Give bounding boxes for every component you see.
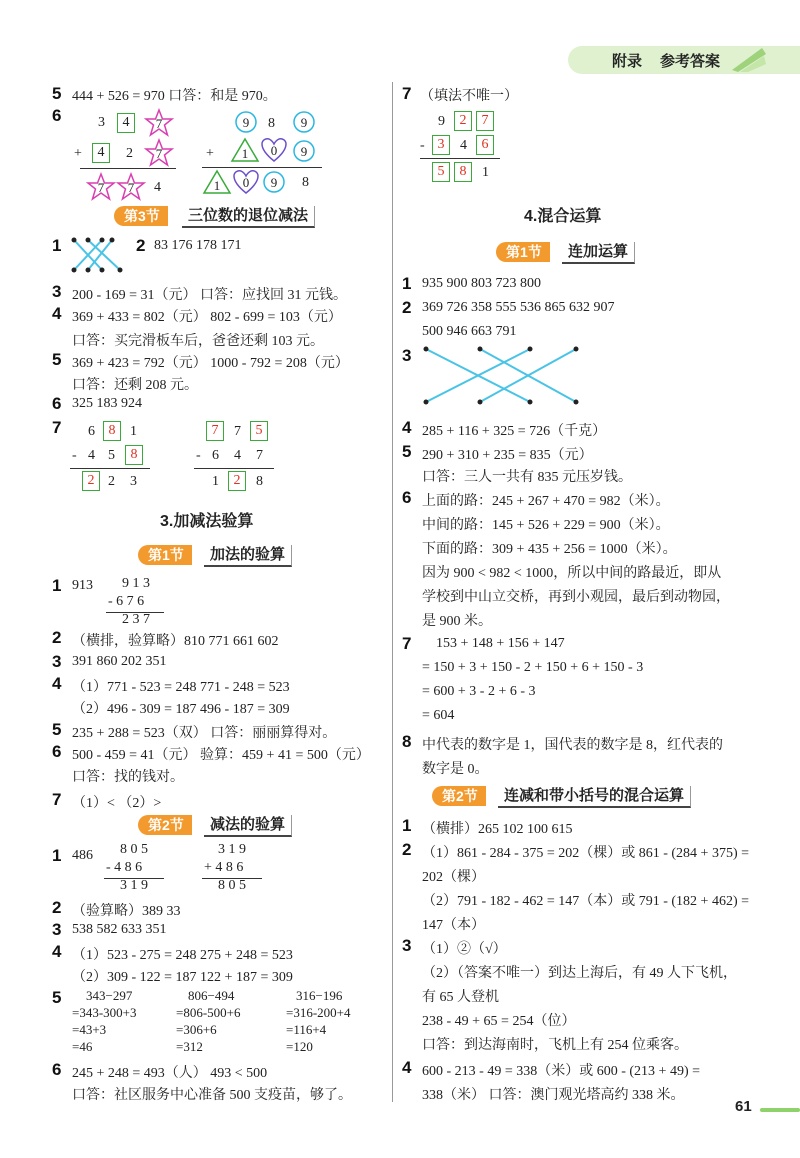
- digit-box: 3: [432, 135, 450, 155]
- answer-text: （1）523 - 275 = 248 275 + 248 = 523: [72, 948, 293, 963]
- answer-text: 285 + 116 + 325 = 726（千克）: [422, 424, 607, 439]
- answer-text: （验算略）389 33: [72, 904, 181, 919]
- answer-text: 369 + 423 = 792（元） 1000 - 792 = 208（元）: [72, 356, 349, 371]
- answer-text: （2）496 - 309 = 187 496 - 187 = 309: [72, 702, 290, 717]
- answer-text: 153 + 148 + 156 + 147: [436, 636, 565, 651]
- triangle-icon: [230, 137, 260, 163]
- digit-box: 8: [103, 421, 121, 441]
- section-badge: 第3节: [114, 206, 168, 226]
- answer-text: 200 - 169 = 31（元） 口答：应找回 31 元钱。: [72, 288, 348, 303]
- question-number: 4: [402, 418, 412, 437]
- digit-box: 6: [476, 135, 494, 155]
- answer-text: （2）（答案不唯一）到达上海后，有 49 人下飞机，: [422, 966, 737, 981]
- answer-text: 数字是 0。: [422, 762, 489, 777]
- section-title: 减法的验算: [204, 815, 292, 837]
- question-number: 5: [52, 350, 62, 369]
- answer-text: 391 860 202 351: [72, 654, 167, 669]
- digit: 4: [234, 448, 241, 463]
- answer-text: （1）771 - 523 = 248 771 - 248 = 523: [72, 680, 290, 695]
- answer-text: 口答：找的钱对。: [72, 770, 184, 785]
- svg-text:0: 0: [270, 143, 278, 158]
- calc-step: 806−494: [188, 988, 235, 1003]
- digit-box: 8: [125, 445, 143, 465]
- answer-text: 369 726 358 555 536 865 632 907: [422, 300, 615, 315]
- vertical-row: - 6 7 6: [108, 594, 145, 609]
- digit: -: [72, 448, 77, 463]
- section-title: 三位数的退位减法: [182, 206, 315, 228]
- answer-text: （1）< （2）>: [72, 796, 162, 811]
- question-number: 4: [402, 1058, 412, 1077]
- answer-text: 290 + 310 + 235 = 835（元）: [422, 448, 593, 463]
- digit: 9: [438, 114, 445, 129]
- calc-step: =46: [72, 1039, 93, 1054]
- question-number: 5: [52, 720, 62, 739]
- vertical-row: 8 0 5: [120, 842, 148, 857]
- question-number: 6: [52, 106, 62, 125]
- svg-text:0: 0: [242, 175, 250, 190]
- digit: 8: [256, 474, 263, 489]
- answer-text: 147（本）: [422, 918, 485, 933]
- digit: 4: [154, 180, 161, 195]
- answer-text: 中间的路：145 + 526 + 229 = 900（米）。: [422, 518, 670, 533]
- question-number: 3: [402, 936, 412, 955]
- page-bar: [760, 1108, 800, 1112]
- digit: 4: [460, 138, 467, 153]
- question-number: 8: [402, 732, 412, 751]
- question-number: 6: [52, 742, 62, 761]
- question-number: 1: [52, 236, 62, 255]
- svg-text:9: 9: [300, 144, 308, 159]
- question-number: 5: [402, 442, 412, 461]
- digit: 6: [212, 448, 219, 463]
- question-number: 2: [136, 236, 146, 255]
- heart-icon: [232, 169, 260, 195]
- answer-text: 369 + 433 = 802（元） 802 - 699 = 103（元）: [72, 310, 342, 325]
- answer-text: （1）②（√）: [422, 942, 507, 957]
- answer-text: 中代表的数字是 1，国代表的数字是 8，红代表的: [422, 738, 723, 753]
- answer-text: 500 946 663 791: [422, 324, 517, 339]
- answer-text: 238 - 49 + 65 = 254（位）: [422, 1014, 576, 1029]
- vertical-row: 9 1 3: [122, 576, 150, 591]
- circle-icon: [292, 139, 316, 163]
- triangle-icon: [202, 169, 232, 195]
- vertical-row: 3 1 9: [218, 842, 246, 857]
- question-number: 2: [402, 840, 412, 859]
- answer-text: 500 - 459 = 41（元） 验算：459 + 41 = 500（元）: [72, 748, 370, 763]
- svg-text:9: 9: [300, 115, 308, 130]
- header-title: 参考答案: [660, 53, 721, 70]
- calc-step: =43+3: [72, 1022, 107, 1037]
- digit: 3: [98, 115, 105, 130]
- digit-box: 5: [432, 162, 450, 182]
- digit: 5: [108, 448, 115, 463]
- question-number: 7: [52, 418, 62, 437]
- vertical-row: - 4 8 6: [106, 860, 143, 875]
- answer-text: 486: [72, 848, 93, 863]
- calc-step: 316−196: [296, 988, 343, 1003]
- answer-text: 上面的路：245 + 267 + 470 = 982（米）。: [422, 494, 670, 509]
- calc-step: =116+4: [286, 1022, 327, 1037]
- chapter-title: 4.混合运算: [524, 208, 602, 225]
- calc-line: [420, 158, 500, 159]
- calc-line: [70, 468, 150, 469]
- answer-text: 口答：到达海南时，飞机上有 254 位乘客。: [422, 1038, 688, 1053]
- answer-text: = 150 + 3 + 150 - 2 + 150 + 6 + 150 - 3: [422, 660, 644, 675]
- digit-box: 4: [92, 143, 110, 163]
- question-number: 3: [52, 282, 62, 301]
- section-title: 加法的验算: [204, 545, 292, 567]
- answer-text: （横排，验算略）810 771 661 602: [72, 634, 279, 649]
- calc-step: =306+6: [176, 1022, 217, 1037]
- digit: 7: [234, 424, 241, 439]
- answer-text: （横排）265 102 100 615: [422, 822, 573, 837]
- vertical-row: + 4 8 6: [204, 860, 244, 875]
- question-number: 1: [402, 816, 412, 835]
- svg-text:9: 9: [242, 115, 250, 130]
- digit-box: 2: [454, 111, 472, 131]
- question-number: 2: [402, 298, 412, 317]
- vertical-row: 8 0 5: [218, 878, 246, 893]
- question-number: 3: [52, 652, 62, 671]
- digit: 3: [130, 474, 137, 489]
- answer-text: 235 + 288 = 523（双） 口答：丽丽算得对。: [72, 726, 337, 741]
- section-title: 连减和带小括号的混合运算: [498, 786, 691, 808]
- svg-text:7: 7: [127, 180, 135, 195]
- answer-text: 913: [72, 578, 93, 593]
- circle-icon: [262, 170, 286, 194]
- digit: 2: [108, 474, 115, 489]
- question-number: 4: [52, 942, 62, 961]
- column-divider: [392, 82, 393, 1102]
- vertical-row: 3 1 9: [120, 878, 148, 893]
- digit: 8: [302, 175, 309, 190]
- vertical-row: 2 3 7: [122, 612, 150, 627]
- question-number: 4: [52, 304, 62, 323]
- digit: 1: [212, 474, 219, 489]
- calc-line: [80, 168, 176, 169]
- answer-text: 245 + 248 = 493（人） 493 < 500: [72, 1066, 268, 1081]
- answer-text: = 600 + 3 - 2 + 6 - 3: [422, 684, 536, 699]
- question-number: 7: [52, 790, 62, 809]
- digit-box: 5: [250, 421, 268, 441]
- calc-line: [194, 468, 274, 469]
- answer-text: 444 + 526 = 970 口答：和是 970。: [72, 89, 277, 104]
- calc-step: =343-300+3: [72, 1005, 137, 1020]
- question-number: 6: [52, 1060, 62, 1079]
- matching-lines: [66, 236, 130, 276]
- svg-text:1: 1: [213, 178, 221, 193]
- answer-text: 口答：还剩 208 元。: [72, 378, 198, 393]
- matching-lines: [420, 344, 584, 408]
- answer-text: 是 900 米。: [422, 614, 492, 629]
- answer-text: （1）861 - 284 - 375 = 202（棵）或 861 - (284 + 375) =: [422, 846, 749, 861]
- digit: -: [196, 448, 201, 463]
- answer-text: 因为 900 < 982 < 1000，所以中间的路最近，即从: [422, 566, 722, 581]
- answer-text: 下面的路：309 + 435 + 256 = 1000（米）。: [422, 542, 677, 557]
- question-number: 7: [402, 634, 412, 653]
- question-number: 1: [52, 576, 62, 595]
- answer-text: 202（棵）: [422, 870, 485, 885]
- question-number: 6: [402, 488, 412, 507]
- digit: 7: [256, 448, 263, 463]
- answer-text: 口答：三人一共有 835 元压岁钱。: [422, 470, 632, 485]
- pencil-icon: [728, 44, 768, 74]
- question-number: 6: [52, 394, 62, 413]
- answer-text: 538 582 633 351: [72, 922, 167, 937]
- question-number: 1: [402, 274, 412, 293]
- header-appendix: 附录: [612, 53, 643, 70]
- star-icon: [144, 108, 174, 138]
- answer-text: 935 900 803 723 800: [422, 276, 541, 291]
- digit-box: 2: [82, 471, 100, 491]
- answer-text: （2）791 - 182 - 462 = 147（本）或 791 - (182 + 462) =: [422, 894, 749, 909]
- digit: +: [206, 146, 214, 161]
- digit-box: 7: [206, 421, 224, 441]
- answer-text: 83 176 178 171: [154, 238, 242, 253]
- star-icon: [144, 138, 174, 168]
- answer-text: 600 - 213 - 49 = 338（米）或 600 - (213 + 49) =: [422, 1064, 700, 1079]
- answer-text: 325 183 924: [72, 396, 142, 411]
- star-icon: [116, 172, 146, 202]
- digit-box: 2: [228, 471, 246, 491]
- question-number: 3: [52, 920, 62, 939]
- digit-box: 8: [454, 162, 472, 182]
- question-number: 2: [52, 898, 62, 917]
- question-number: 2: [52, 628, 62, 647]
- star-digit: 7: [155, 116, 163, 131]
- question-number: 5: [52, 988, 62, 1007]
- star-icon: [86, 172, 116, 202]
- page-number: 61: [735, 1098, 752, 1115]
- calc-step: =806-500+6: [176, 1005, 241, 1020]
- calc-step: =120: [286, 1039, 313, 1054]
- digit: 1: [130, 424, 137, 439]
- digit: -: [420, 138, 425, 153]
- digit: 6: [88, 424, 95, 439]
- answer-text: 有 65 人登机: [422, 990, 499, 1005]
- section-badge: 第1节: [496, 242, 550, 262]
- question-number: 5: [52, 84, 62, 103]
- question-number: 4: [52, 674, 62, 693]
- calc-step: =316-200+4: [286, 1005, 351, 1020]
- digit: 8: [268, 116, 275, 131]
- calc-step: =312: [176, 1039, 203, 1054]
- digit: 2: [126, 146, 133, 161]
- heart-icon: [260, 137, 288, 163]
- answer-text: = 604: [422, 708, 455, 723]
- digit: +: [74, 146, 82, 161]
- digit: 4: [88, 448, 95, 463]
- circle-icon: [234, 110, 258, 134]
- svg-text:7: 7: [97, 180, 105, 195]
- calc-step: 343−297: [86, 988, 133, 1003]
- svg-text:1: 1: [241, 146, 249, 161]
- answer-text: （填法不唯一）: [420, 89, 518, 104]
- circle-icon: [292, 110, 316, 134]
- question-number: 1: [52, 846, 62, 865]
- question-number: 3: [402, 346, 412, 365]
- answer-text: 学校到中山立交桥，再到小观园，最后到动物园，: [422, 590, 730, 605]
- calc-line: [202, 167, 322, 168]
- answer-text: 口答：买完滑板车后，爸爸还剩 103 元。: [72, 334, 324, 349]
- digit-box: 4: [117, 113, 135, 133]
- digit-box: 7: [476, 111, 494, 131]
- svg-text:9: 9: [270, 175, 278, 190]
- section-badge: 第2节: [432, 786, 486, 806]
- answer-text: 338（米） 口答：澳门观光塔高约 338 米。: [422, 1088, 685, 1103]
- chapter-title: 3.加减法验算: [160, 513, 254, 530]
- question-number: 7: [402, 84, 412, 103]
- answer-text: （2）309 - 122 = 187 122 + 187 = 309: [72, 970, 293, 985]
- digit: 1: [482, 165, 489, 180]
- svg-text:7: 7: [155, 146, 163, 161]
- section-badge: 第2节: [138, 815, 192, 835]
- answer-text: 口答：社区服务中心准备 500 支疫苗，够了。: [72, 1088, 352, 1103]
- section-badge: 第1节: [138, 545, 192, 565]
- section-title: 连加运算: [562, 242, 635, 264]
